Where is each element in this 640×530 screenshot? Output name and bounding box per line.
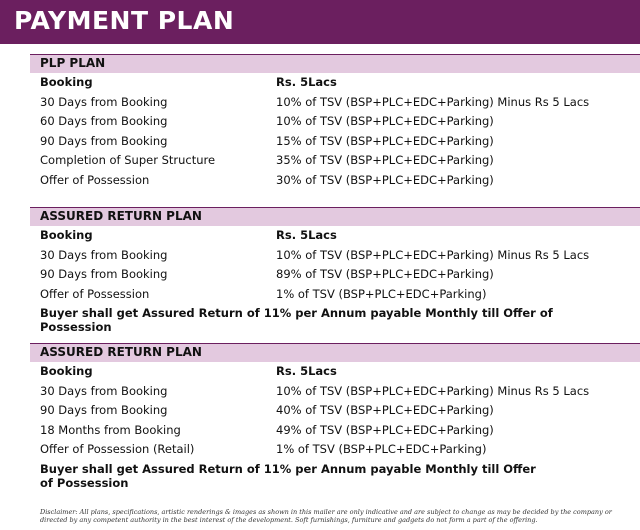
header-stage: Booking bbox=[40, 364, 93, 378]
amount-cell: 10% of TSV (BSP+PLC+EDC+Parking) Minus Rs 5 Lacs bbox=[276, 383, 590, 398]
header-amount: Rs. 5Lacs bbox=[276, 75, 337, 89]
section-assured-return-plan-2 bbox=[0, 343, 640, 490]
section-header bbox=[30, 343, 640, 362]
amount-cell: 49% of TSV (BSP+PLC+EDC+Parking) bbox=[276, 422, 494, 437]
table-row bbox=[0, 421, 640, 441]
page-title: PAYMENT PLAN bbox=[14, 6, 235, 35]
table-row bbox=[0, 171, 640, 191]
section-header bbox=[30, 207, 640, 226]
table-row bbox=[0, 285, 640, 305]
stage-cell: 18 Months from Booking bbox=[40, 422, 181, 437]
assured-return-note: Buyer shall get Assured Return of 11% per Annum payable Monthly till Offer of Possession bbox=[40, 461, 536, 490]
section-header bbox=[30, 54, 640, 73]
stage-cell: 30 Days from Booking bbox=[40, 94, 168, 109]
table-row bbox=[0, 382, 640, 402]
page-header bbox=[0, 0, 640, 44]
header-amount: Rs. 5Lacs bbox=[276, 228, 337, 242]
amount-cell: 35% of TSV (BSP+PLC+EDC+Parking) bbox=[276, 153, 494, 167]
section-title: ASSURED RETURN PLAN bbox=[40, 209, 202, 223]
stage-cell: Offer of Possession bbox=[40, 286, 150, 301]
table-row bbox=[0, 246, 640, 266]
table-header-row bbox=[0, 226, 640, 246]
table-header-row bbox=[0, 362, 640, 382]
stage-cell: Offer of Possession bbox=[40, 172, 150, 187]
table-header-row bbox=[0, 73, 640, 93]
disclaimer-text: Disclaimer: All plans, specifications, artistic renderings & images as shown in this mailer are only indicative and are subject to change as may be decided by the company or directed by any competent authority in the best interest of the development. Soft furnishings, furniture and gadgets do not form a part of the offering. bbox=[40, 508, 612, 524]
amount-cell: 89% of TSV (BSP+PLC+EDC+Parking) bbox=[276, 267, 494, 281]
amount-cell: 1% of TSV (BSP+PLC+EDC+Parking) bbox=[276, 442, 487, 456]
amount-cell: 15% of TSV (BSP+PLC+EDC+Parking) bbox=[276, 133, 494, 148]
assured-return-note: Buyer shall get Assured Return of 11% per Annum payable Monthly till Offer of Possession bbox=[40, 306, 553, 334]
amount-cell: 40% of TSV (BSP+PLC+EDC+Parking) bbox=[276, 403, 494, 417]
table-row bbox=[0, 401, 640, 421]
section-assured-return-plan-1 bbox=[0, 207, 640, 334]
amount-cell: 10% of TSV (BSP+PLC+EDC+Parking) Minus Rs 5 Lacs bbox=[276, 94, 590, 109]
table-row bbox=[0, 440, 640, 460]
table-row bbox=[0, 132, 640, 152]
stage-cell: 90 Days from Booking bbox=[40, 403, 168, 417]
stage-cell: Completion of Super Structure bbox=[40, 153, 216, 167]
header-amount: Rs. 5Lacs bbox=[276, 364, 337, 378]
amount-cell: 1% of TSV (BSP+PLC+EDC+Parking) bbox=[276, 286, 487, 301]
table-row bbox=[0, 93, 640, 113]
header-stage: Booking bbox=[40, 75, 93, 89]
amount-cell: 10% of TSV (BSP+PLC+EDC+Parking) bbox=[276, 114, 494, 128]
amount-cell: 10% of TSV (BSP+PLC+EDC+Parking) Minus Rs 5 Lacs bbox=[276, 247, 590, 262]
table-row bbox=[0, 112, 640, 132]
stage-cell: Offer of Possession (Retail) bbox=[40, 442, 195, 456]
amount-cell: 30% of TSV (BSP+PLC+EDC+Parking) bbox=[276, 172, 494, 187]
header-stage: Booking bbox=[40, 228, 93, 242]
stage-cell: 60 Days from Booking bbox=[40, 114, 168, 128]
stage-cell: 30 Days from Booking bbox=[40, 247, 168, 262]
table-row bbox=[0, 151, 640, 171]
section-plp-plan bbox=[0, 54, 640, 190]
stage-cell: 90 Days from Booking bbox=[40, 133, 168, 148]
stage-cell: 30 Days from Booking bbox=[40, 383, 168, 398]
section-title: ASSURED RETURN PLAN bbox=[40, 345, 202, 359]
table-row bbox=[0, 265, 640, 285]
stage-cell: 90 Days from Booking bbox=[40, 267, 168, 281]
section-title: PLP PLAN bbox=[40, 56, 106, 70]
